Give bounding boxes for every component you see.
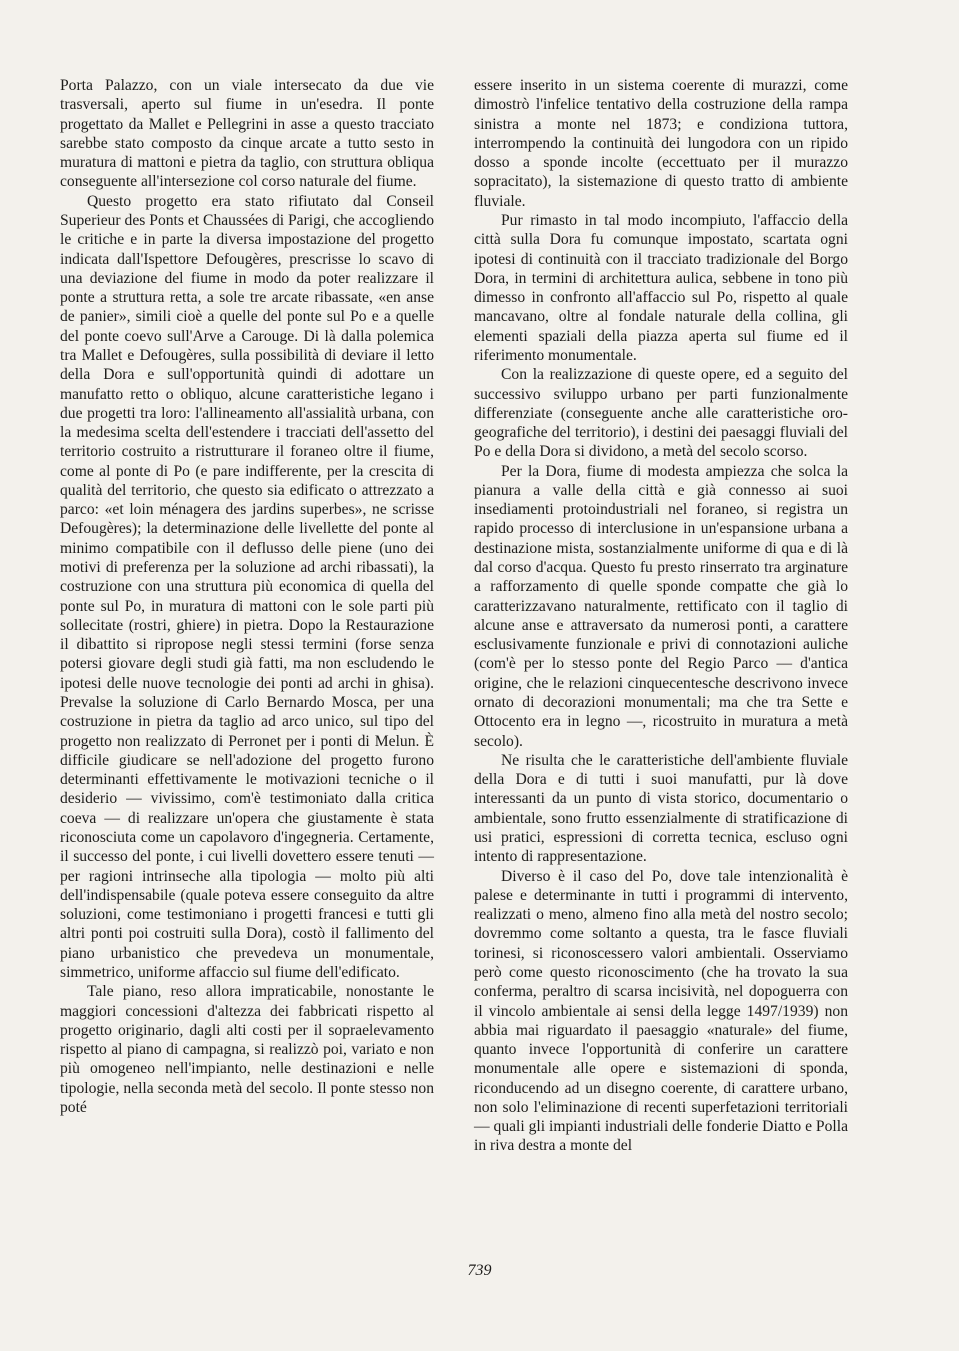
paragraph: Questo progetto era stato rifiutato dal Conseil Superieur des Ponts et Chaussées di Parigi, che accogliendo le critiche e in parte la diversa impostazione del progetto indicata dall'Ispettore Defougères, prescrisse lo scavo di una deviazione del fiume in modo da poter realizzare il ponte a struttura retta, a sole tre arcate ribassate, «en anse de panier», simili cioè a quelle del ponte sul Po e a quelle del ponte coevo sull'Arve a Carouge. Di là dalla polemica tra Mallet e Defougères, sulla possibilità di deviare il letto della Dora e sull'opportunità quindi di adottare un manufatto retto o obliquo, alcune caratteristiche legano i due progetti tra loro: l'allineamento all'assialità urbana, con la medesima scelta dell'estendere i tracciati dell'assetto del territorio costruito a ristrutturare il foraneo oltre il fiume, come al ponte di Po (e pare indifferente, per la crescita di qualità del territorio, che questo sia edificato o attrezzato a parco: «et loin ménagera des jardins superbes», ne scrisse Defougères); la determinazione delle livellette del ponte al minimo compatibile con il deflusso delle piene (uno dei motivi di preferenza per la soluzione ad archi ribassati), la costruzione con una struttura più economica di quella del ponte sul Po, in muratura di mattoni con le sole parti più sollecitate (rostri, ghiere) in pietra. Dopo la Restaurazione il dibattito si ripropose negli stessi termini (forse senza potersi giovare degli studi già fatti, ma non escludendo le ipotesi delle nuove tecnologie dei ponti ad archi in ghisa). Prevalse la soluzione di Carlo Bernardo Mosca, per una costruzione in pietra da taglio ad arco unico, sul tipo del progetto non realizzato di Perronet per i ponti di Melun. È difficile giudicare se nell'adozione del progetto furono determinanti effettivamente le motivazioni tecniche o il desiderio — vivissimo, com'è testimoniato dalla critica coeva — di realizzare un'opera che giustamente è stata riconosciuta come un capolavoro d'ingegneria. Certamente, il successo del ponte, i cui livelli dovettero essere tenuti — per ragioni intrinseche alla tipologia — molto più alti dell'indispensabile (quale poteva essere conseguito da altre soluzioni, come testimoniano i progetti francesi e tutti gli altri ponti poi costruiti sulla Dora), costò il fallimento del piano urbanistico che prevedeva un monumentale, simmetrico, uniforme affaccio sul fiume dell'edificato. [60, 192, 434, 981]
paragraph: Per la Dora, fiume di modesta ampiezza che solca la pianura a valle della città e già connesso ai suoi insediamenti protoindustriali nel foraneo, si registra un rapido processo di interclusione in un'espansione urbana a destinazione mista, sostanzialmente uniforme di qua e di là dal corso d'acqua. Questo fu presto rinserrato tra arginature a rafforzamento di quelle sponde compatte che già lo caratterizzavano naturalmente, rettificato con il taglio di alcune anse e attraversato da numerosi ponti, a carattere esclusivamente funzionale e privi di connotazioni auliche (com'è per lo stesso ponte del Regio Parco — d'antica origine, che le relazioni cinquecentesche descrivono invece ornato di decorazioni monumentali; ma che tra Sette e Ottocento era in legno —, ricostruito in muratura a metà secolo). [474, 462, 848, 750]
paragraph: Porta Palazzo, con un viale intersecato da due vie trasversali, aperto sul fiume in un'esedra. Il ponte progettato da Mallet e Pellegrini in asse a questo tracciato sarebbe stato composto da cinque arcate a tutto sesto in muratura di mattoni e pietra da taglio, con struttura obliqua conseguente all'intersezione col corso naturale del fiume. [60, 77, 434, 191]
paragraph: essere inserito in un sistema coerente di murazzi, come dimostrò l'infelice tentativo della costruzione della rampa sinistra a monte nel 1873; e condiziona tuttora, interrompendo la continuità dei lungodora con un ripido dosso a sponde incolte (eccettuato per il murazzo sopracitato), la sistemazione di questo tratto di ambiente fluviale. [474, 77, 848, 210]
right-text-column [474, 76, 848, 1156]
left-text-column [60, 76, 434, 1117]
paragraph: Ne risulta che le caratteristiche dell'ambiente fluviale della Dora e di tutti i suoi manufatti, pur là dove interessanti da un punto di vista storico, documentario o ambientale, sono frutto essenzialmente di stratificazione di usi pratici, espressioni di corretta tecnica, escluso ogni intento di rappresentazione. [474, 751, 848, 866]
paragraph: Diverso è il caso del Po, dove tale intenzionalità è palese e determinante in tutti i programmi di intervento, realizzati o meno, almeno fino alla metà del nostro secolo; dovremmo come soltanto a questa, tra le fasce fluviali torinesi, si riconoscessero valori ambientali. Osserviamo però come questo riconoscimento (che ha trovato la sua conferma, peraltro di scarsa incisività, nel dopoguerra con il vincolo ambientale ai sensi della legge 1497/1939) non abbia mai riguardato il paesaggio «naturale» del fiume, quanto invece l'opportunità di conferire un carattere monumentale alle opere e sistemazioni di sponda, riconducendo ad un disegno coerente, di carattere urbano, non solo l'eliminazione di recenti superfetazioni territoriali — quali gli impianti industriali delle fonderie Diatto e Polla in riva destra a monte del [474, 867, 848, 1155]
paragraph: Pur rimasto in tal modo incompiuto, l'affaccio della città sulla Dora fu comunque impostato, scartata ogni ipotesi di continuità con il tracciato tradizionale del Borgo Dora, in termini di architettura aulica, sebbene in tono più dimesso in confronto all'affaccio sul Po, rispetto al quale mancavano, oltre al fondale naturale della collina, gli elementi spaziali della piazza aperta sul fiume ed il riferimento monumentale. [474, 211, 848, 364]
paragraph: Tale piano, reso allora impraticabile, nonostante le maggiori concessioni d'altezza dei fabbricati rispetto al progetto originario, dagli alti costi per il sopraelevamento rispetto al piano di campagna, si realizzò poi, variato e non più omogeneo nell'impianto, nelle destinazioni e nelle tipologie, nella seconda metà del secolo. Il ponte stesso non poté [60, 983, 434, 1116]
page-number: 739 [467, 1262, 492, 1279]
paragraph: Con la realizzazione di queste opere, ed a seguito del successivo sviluppo urbano per parti funzionalmente differenziate (conseguente anche alle caratteristiche oro-geografiche del territorio), i destini dei paesaggi fluviali del Po e della Dora si dividono, a metà del secolo scorso. [474, 366, 848, 461]
